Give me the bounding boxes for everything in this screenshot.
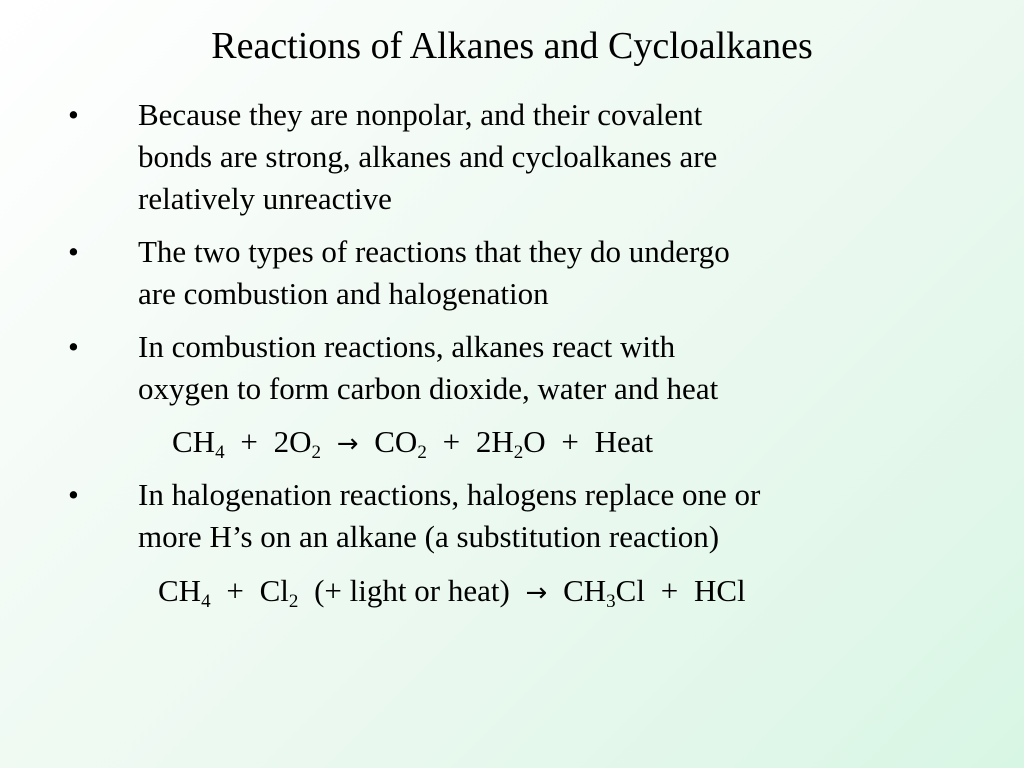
equation-term: CH [563,573,607,608]
equation-plus: + [226,573,244,608]
slide-title: Reactions of Alkanes and Cycloalkanes [211,25,813,67]
bullet-text [138,474,938,558]
equation-subscript: 2 [311,442,321,463]
bullet-text [138,326,938,410]
equation-term: 2O [273,424,312,459]
reaction-condition: (+ light or heat) [314,573,510,608]
equation-term: 2H [475,424,514,459]
equation-subscript: 2 [513,442,524,463]
bullet-marker: • [68,234,79,269]
equation-plus: + [240,424,258,459]
equation-subscript: 4 [215,442,225,463]
bullet-line: In combustion reactions, alkanes react with [138,329,676,364]
bullet-text [138,94,938,220]
bullet-marker: • [68,329,79,364]
reaction-arrow-icon: → [525,578,548,608]
equation-subscript: 3 [606,591,616,612]
equation-term: Cl [615,573,645,608]
bullet-line: more H’s on an alkane (a substitution reaction) [138,519,720,554]
equation-term: Cl [259,573,289,608]
equation-term: CH [158,573,202,608]
reaction-arrow-icon: → [336,429,359,459]
bullet-line: Because they are nonpolar, and their covalent [138,97,703,132]
equation-term: Heat [594,424,654,459]
equation-term: CH [172,424,216,459]
equation-term: HCl [693,573,746,608]
bullet-line: In halogenation reactions, halogens replace one or [138,477,761,512]
bullet-line: oxygen to form carbon dioxide, water and heat [138,371,719,406]
equation-subscript: 2 [417,442,427,463]
equation-term: O [523,424,546,459]
equation-term: CO [374,424,418,459]
bullet-line: relatively unreactive [138,181,392,216]
bullet-text [138,231,938,315]
equation-subscript: 4 [201,591,211,612]
combustion-equation [172,421,653,465]
bullet-line: bonds are strong, alkanes and cycloalkanes are [138,139,718,174]
equation-subscript: 2 [288,591,299,612]
bullet-marker: • [68,477,79,512]
equation-plus: + [660,573,679,608]
halogenation-equation [158,570,746,614]
bullet-line: are combustion and halogenation [138,276,549,311]
equation-plus: + [442,424,461,459]
equation-plus: + [561,424,579,459]
bullet-line: The two types of reactions that they do undergo [138,234,730,269]
bullet-marker: • [68,97,79,132]
